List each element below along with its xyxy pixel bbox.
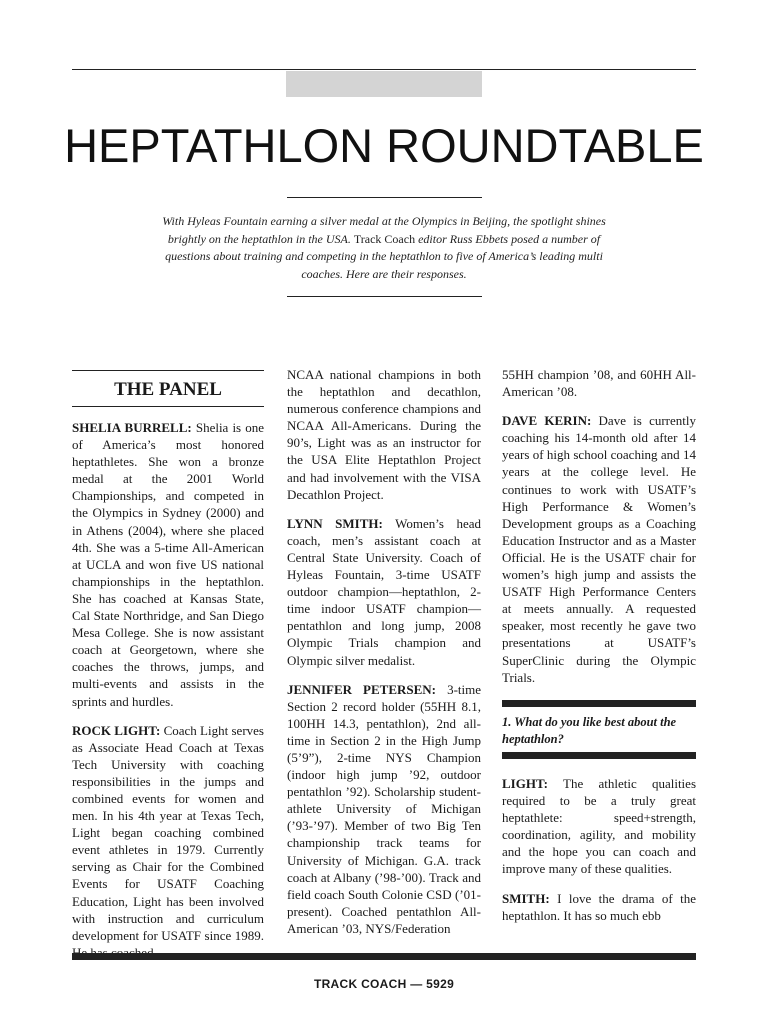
- answer-smith: [502, 890, 696, 924]
- page-title: HEPTATHLON ROUNDTABLE: [64, 119, 704, 172]
- column-3: [502, 366, 696, 698]
- bio-kerin: [502, 412, 696, 686]
- bio-smith: [287, 515, 481, 669]
- bio-name: SHELIA BURRELL:: [72, 420, 192, 435]
- panel-heading-underline: [72, 406, 264, 407]
- bio-light-continued: NCAA national champions in both the heptathlon and decathlon, numerous conference champions and NCAA All-Americans. During the 90’s, Light was as an instructor for the USA Elite Heptathlon Project and had involvement with the VISA Decathlon Project.: [287, 367, 481, 502]
- bio-petersen-continued: 55HH champion ’08, and 60HH All-American ’08.: [502, 367, 696, 400]
- bio-text: Shelia is one of America’s most honored heptathletes. She won a bronze medal at the 2001 World Championships, and competed in the Olympics in Sydney (2000) and in Athens (2004), where she placed 4th. She was a 5-time All-American at UCLA and won five US national championships in the heptathlon. She has coached at Kansas State, Cal State Northridge, and San Diego Mesa College. She is now assistant coach at Georgetown, where she coaches the throws, jumps, and multi-events and assists in the sprints and hurdles.: [72, 420, 265, 709]
- bio-name: ROCK LIGHT:: [72, 722, 161, 738]
- bio-name: JENNIFER PETERSEN:: [287, 681, 437, 697]
- bio-burrell: [72, 419, 264, 710]
- panel-heading: THE PANEL: [114, 379, 222, 400]
- bio-name: LYNN SMITH:: [287, 515, 383, 531]
- intro-divider: [287, 296, 482, 297]
- bio-text: 3-time Section 2 record holder (55HH 8.1, 100HH 14.3, pentathlon), 2nd all-time in Section 2 in the High Jump (5’9”), 2-time NYS Champion (indoor high jump ’92, outdoor pentathlon ’92). Scholarship student-athlete University of Michigan (’93-’97). Member of two Big Ten championship track teams for University of Michigan. G.A. track coach at Albany (’98-’00). Track and field coach South Colonie CSD (’01-present). Coached pentathlon All-American ’03, NYS/Federation: [287, 681, 481, 936]
- answers-1: [502, 775, 696, 936]
- panel-top-rule: [72, 370, 264, 371]
- intro-publication: Track Coach: [353, 231, 416, 246]
- column-1: [72, 374, 264, 973]
- answer-text: I love the drama of the heptathlon. It has so much ebb: [502, 890, 696, 923]
- title-divider: [287, 197, 482, 198]
- bio-petersen: [287, 681, 481, 937]
- answer-name: SMITH:: [502, 890, 550, 906]
- bio-name: DAVE KERIN:: [502, 413, 592, 429]
- bio-text: Coach Light serves as Associate Head Coach at Texas Tech University with coaching responsibilities in the jumps and combined events for women and men. In his 4th year at Texas Tech, Light began coaching combined event athletes in 1979. Currently serving as Chair for the Combined Events for USATF Coaching Education, Light has been involved with instruction and curriculum development for USATF since 1989.: [72, 722, 264, 943]
- bio-text: Dave is currently coaching his 14-month old after 14 years of high school coaching and 14 years at the college level. He continues to work with USATF’s High Performance & Women’s Development groups as a Coaching Education Instructor and as a Master Official. He is the USATF chair for women’s high jump and assists the USATF High Performance Centers at meets annually. A requested speaker, most recently he gave two presentations at USATF’s SuperClinic during the Olympic Trials.: [502, 413, 696, 685]
- intro-paragraph: [150, 213, 618, 283]
- question-1-text: 1. What do you like best about the heptathlon?: [502, 715, 677, 746]
- page-footer: TRACK COACH — 5929: [313, 977, 455, 991]
- footer-bar: [72, 953, 696, 960]
- bio-light: [72, 722, 264, 961]
- question-bottom-bar: [502, 752, 696, 759]
- intro-part2: editor Russ Ebbets posed a number of questions about training and competing in the heptathlon to five of America’s leading multi coaches. Here are their responses.: [165, 231, 603, 281]
- answer-light: [502, 775, 696, 878]
- question-top-bar: [502, 700, 696, 707]
- header-tab: [286, 71, 482, 97]
- answer-name: LIGHT:: [502, 776, 548, 791]
- top-rule: [72, 69, 696, 70]
- intro-part1: With Hyleas Fountain earning a silver medal at the Olympics in Beijing, the spotlight shines brightly on the heptathlon in the USA.: [162, 214, 606, 246]
- column-2: [287, 366, 481, 949]
- answer-text: The athletic qualities required to be a truly great heptathlete: speed+strength, coordination, agility, and mobility and the hope you can coach and improve many of these qualities.: [502, 776, 696, 877]
- bio-text: Women’s head coach, men’s assistant coach at Central State University. Coach of Hyleas Fountain, 3-time USATF outdoor champion—heptathlon, 2-time indoor USATF champion—pentathlon and long jump, 2008 Olympic Trials champion and Olympic silver medalist.: [287, 515, 481, 668]
